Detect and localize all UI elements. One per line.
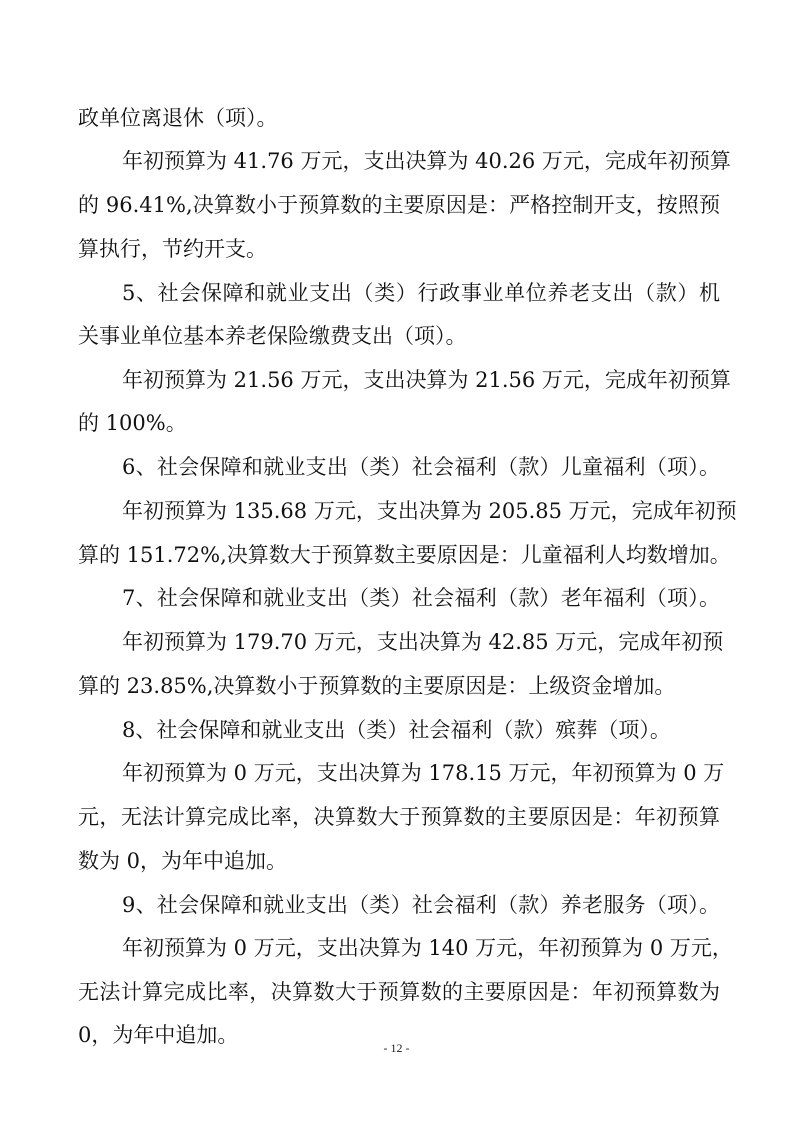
text-line: 7、社会保障和就业支出（类）社会福利（款）老年福利（项）。 — [122, 586, 720, 610]
text-line: 算的 23.85%,决算数小于预算数的主要原因是：上级资金增加。 — [78, 674, 676, 698]
text-line: 年初预算为 135.68 万元，支出决算为 205.85 万元，完成年初预 — [122, 499, 737, 523]
text-line: 关事业单位基本养老保险缴费支出（项）。 — [78, 324, 467, 348]
text-line: 算的 151.72%,决算数大于预算数主要原因是：儿童福利人均数增加。 — [78, 543, 731, 567]
text-line: 年初预算为 0 万元，支出决算为 178.15 万元，年初预算为 0 万 — [122, 761, 725, 785]
text-line: 年初预算为 21.56 万元，支出决算为 21.56 万元，完成年初预算 — [122, 368, 731, 392]
text-line: 年初预算为 41.76 万元，支出决算为 40.26 万元，完成年初预算 — [122, 149, 731, 173]
text-line: 算执行，节约开支。 — [78, 237, 267, 261]
text-line: 无法计算完成比率，决算数大于预算数的主要原因是：年初预算数为 — [78, 980, 720, 1004]
text-line: 9、社会保障和就业支出（类）社会福利（款）养老服务（项）。 — [122, 893, 720, 917]
text-line: 数为 0，为年中追加。 — [78, 849, 288, 873]
text-line: 年初预算为 179.70 万元，支出决算为 42.85 万元，完成年初预 — [122, 630, 724, 654]
text-line: 5、社会保障和就业支出（类）行政事业单位养老支出（款）机 — [122, 281, 720, 305]
text-line: 的 100%。 — [78, 411, 187, 435]
text-line: 政单位离退休（项）。 — [78, 106, 278, 130]
text-line: 元，无法计算完成比率，决算数大于预算数的主要原因是：年初预算 — [78, 805, 720, 829]
text-line: 6、社会保障和就业支出（类）社会福利（款）儿童福利（项）。 — [122, 455, 720, 479]
text-line: 年初预算为 0 万元，支出决算为 140 万元，年初预算为 0 万元， — [122, 936, 733, 960]
page-number: - 12 - — [383, 1041, 410, 1055]
text-line: 的 96.41%,决算数小于预算数的主要原因是：严格控制开支，按照预 — [78, 193, 720, 217]
text-line: 8、社会保障和就业支出（类）社会福利（款）殡葬（项）。 — [122, 718, 671, 742]
text-line: 0，为年中追加。 — [78, 1023, 239, 1047]
